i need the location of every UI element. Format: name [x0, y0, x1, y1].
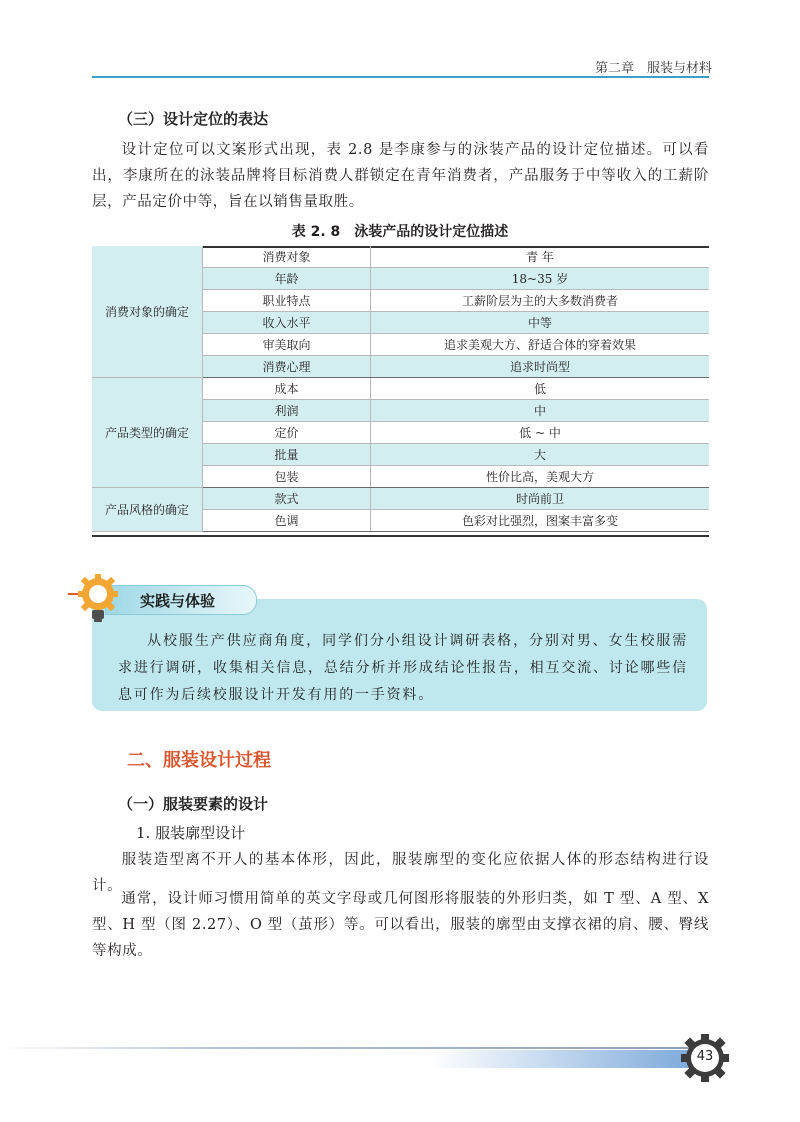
- item-heading: 1. 服装廓型设计: [136, 824, 246, 842]
- header-rule: [92, 76, 709, 78]
- practice-title: 实践与体验: [140, 592, 216, 610]
- table-row: [92, 246, 709, 268]
- item-cell: 包装: [203, 466, 371, 488]
- value-cell: 工薪阶层为主的大多数消费者: [371, 290, 710, 312]
- sub-heading: （一）服装要素的设计: [118, 795, 269, 813]
- table-caption: 表 2. 8 泳装产品的设计定位描述: [291, 224, 509, 240]
- value-cell: 18~35 岁: [371, 268, 710, 290]
- value-cell: 性价比高，美观大方: [371, 466, 710, 488]
- section-title: 二、服装设计过程: [127, 750, 271, 771]
- page-number: 43: [696, 1049, 714, 1064]
- item-cell: 年龄: [203, 268, 371, 290]
- value-cell: 追求时尚型: [371, 356, 710, 378]
- value-cell: 色彩对比强烈，图案丰富多变: [371, 510, 710, 532]
- group-label-cell: 消费对象的确定: [92, 246, 203, 378]
- practice-text: [118, 628, 688, 709]
- section3-paragraph: [92, 137, 709, 215]
- item-cell: 消费对象: [203, 246, 371, 268]
- value-cell: 青 年: [371, 246, 710, 268]
- table-row: [92, 378, 709, 400]
- item-cell: 成本: [203, 378, 371, 400]
- lightbulb-gear-icon: [68, 570, 124, 626]
- group-label-cell: 产品类型的确定: [92, 378, 203, 488]
- group-label-cell: 产品风格的确定: [92, 488, 203, 532]
- item-cell: 收入水平: [203, 312, 371, 334]
- value-cell: 低 ~ 中: [371, 422, 710, 444]
- silhouette-paragraph-2-text: 通常，设计师习惯用简单的英文字母或几何图形将服装的外形归类，如 T 型、A 型、X 型、H 型（图 2.27）、O 型（茧形）等。可以看出，服装的廓型由支撑衣裙的肩、腰、臀线等构成。: [92, 891, 709, 959]
- value-cell: 追求美观大方、舒适合体的穿着效果: [371, 334, 710, 356]
- value-cell: 大: [371, 444, 710, 466]
- table-body: [92, 246, 709, 532]
- value-cell: 中: [371, 400, 710, 422]
- table-bottom-rule: [92, 535, 709, 537]
- item-cell: 批量: [203, 444, 371, 466]
- value-cell: 中等: [371, 312, 710, 334]
- design-positioning-table: [92, 246, 709, 532]
- silhouette-paragraph-1-text: 服装造型离不开人的基本体形，因此，服装廓型的变化应依据人体的形态结构进行设计。: [92, 852, 709, 894]
- section3-paragraph-text: 设计定位可以文案形式出现，表 2.8 是李康参与的泳装产品的设计定位描述。可以看出，李康所在的泳装品牌将目标消费人群锁定在青年消费者，产品服务于中等收入的工薪阶层，产品定价中等，旨在以销售量取胜。: [92, 142, 709, 210]
- value-cell: 低: [371, 378, 710, 400]
- footer-band: [430, 1050, 690, 1068]
- item-cell: 定价: [203, 422, 371, 444]
- item-cell: 色调: [203, 510, 371, 532]
- item-cell: 消费心理: [203, 356, 371, 378]
- table-row: [92, 488, 709, 510]
- item-cell: 审美取向: [203, 334, 371, 356]
- item-cell: 利润: [203, 400, 371, 422]
- footer-rule: [0, 1047, 690, 1049]
- item-cell: 款式: [203, 488, 371, 510]
- item-cell: 职业特点: [203, 290, 371, 312]
- running-header: 第二章 服装与材料: [594, 61, 712, 76]
- section3-heading: （三）设计定位的表达: [118, 110, 269, 128]
- value-cell: 时尚前卫: [371, 488, 710, 510]
- silhouette-paragraph-2: [92, 886, 709, 964]
- practice-text-body: 从校服生产供应商角度，同学们分小组设计调研表格，分别对男、女生校服需求进行调研，收集相关信息，总结分析并形成结论性报告，相互交流、讨论哪些信息可作为后续校服设计开发有用的一手资料。: [118, 633, 688, 703]
